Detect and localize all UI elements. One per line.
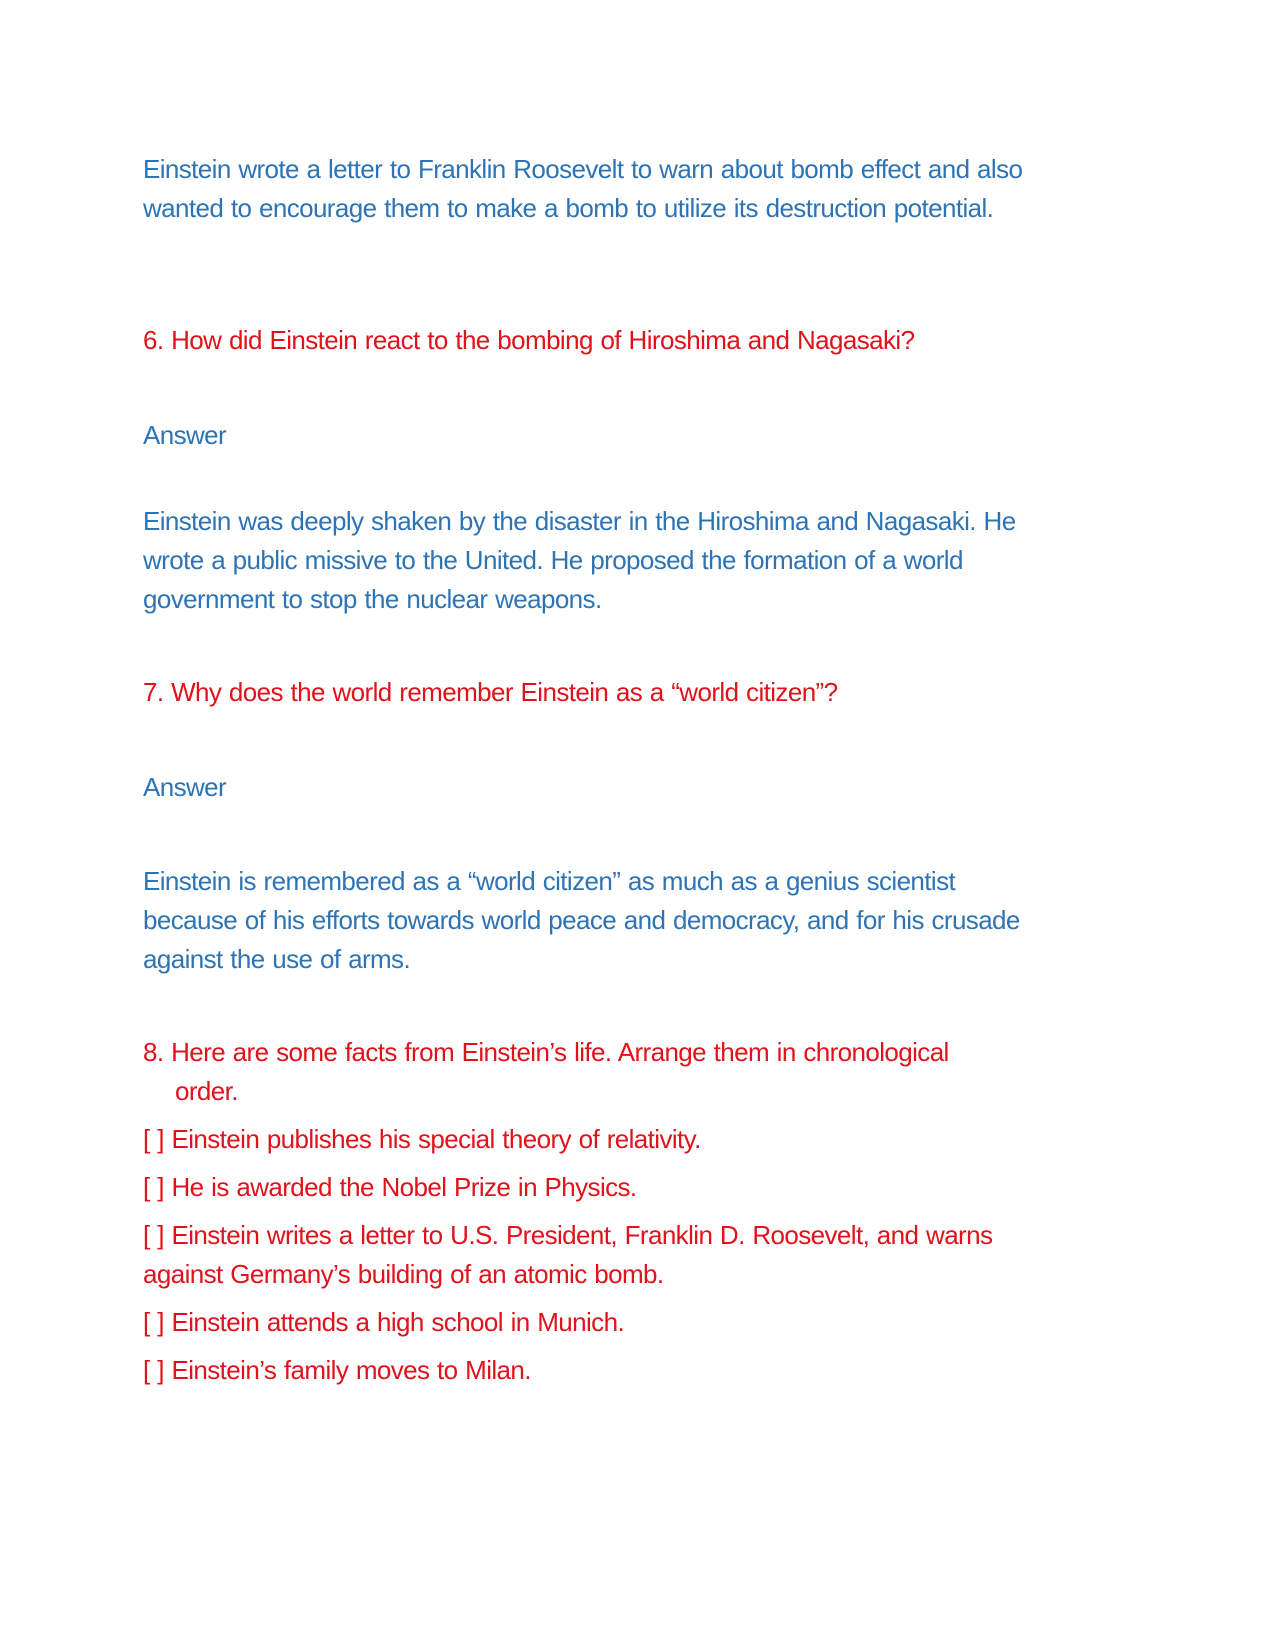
answer-5-text: Einstein wrote a letter to Franklin Roosevelt to warn about bomb effect and also wanted to encourage them to make a bomb to utilize its destruction potential. [143, 154, 1023, 223]
fact-item: [ ] Einstein writes a letter to U.S. President, Franklin D. Roosevelt, and warns against Germany’s building of an atomic bomb. [143, 1220, 993, 1289]
question-8: 8. Here are some facts from Einstein’s life. Arrange them in chronological order. [143, 1037, 949, 1106]
fact-item: [ ] Einstein attends a high school in Munich. [143, 1307, 625, 1337]
fact-item: [ ] He is awarded the Nobel Prize in Physics. [143, 1172, 637, 1202]
fact-item: [ ] Einstein’s family moves to Milan. [143, 1355, 531, 1385]
question-6: 6. How did Einstein react to the bombing of Hiroshima and Nagasaki? [143, 325, 915, 355]
fact-item: [ ] Einstein publishes his special theory of relativity. [143, 1124, 701, 1154]
answer-6-label: Answer [143, 420, 227, 450]
question-7: 7. Why does the world remember Einstein as a “world citizen”? [143, 677, 838, 707]
answer-6-text: Einstein was deeply shaken by the disaster in the Hiroshima and Nagasaki. He wrote a public missive to the United. He proposed the formation of a world government to stop the nuclear weapons. [143, 506, 1016, 614]
answer-7-text: Einstein is remembered as a “world citizen” as much as a genius scientist because of his efforts towards world peace and democracy, and for his crusade against the use of arms. [143, 866, 1020, 974]
answer-7-label: Answer [143, 772, 227, 802]
